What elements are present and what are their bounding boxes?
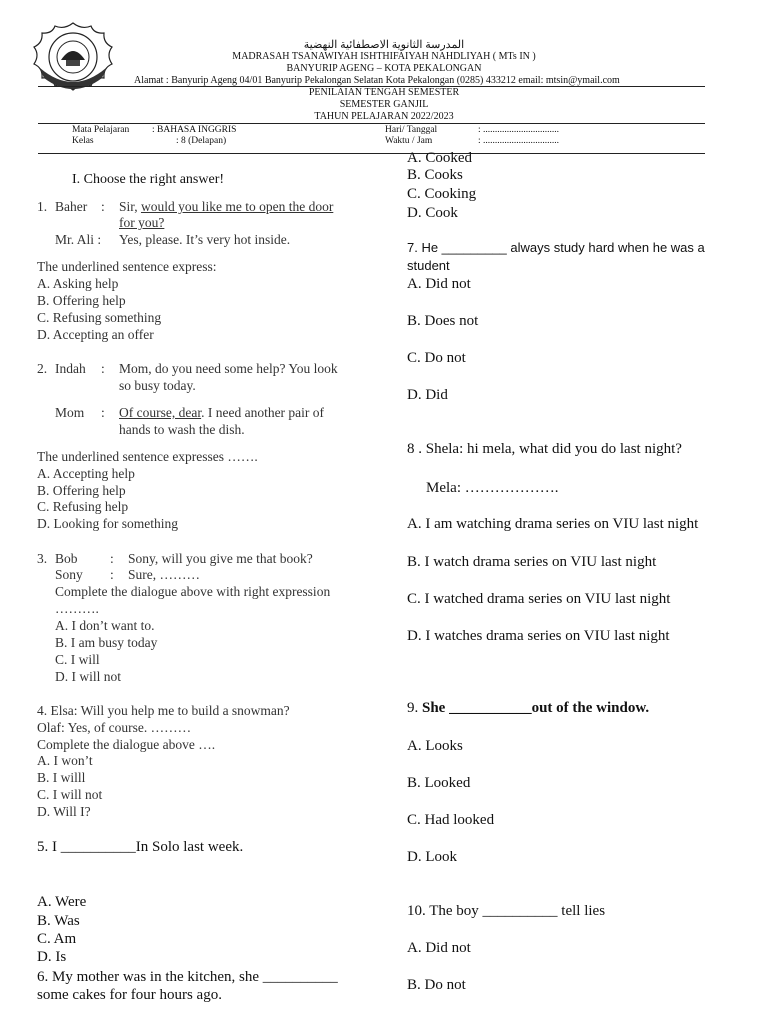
q8-line-2: Mela: ………………. <box>426 480 559 496</box>
q2-speaker-2: Mom <box>55 405 85 420</box>
q3-option-a[interactable]: A. I don’t want to. <box>55 618 155 633</box>
q2-option-a[interactable]: A. Accepting help <box>37 466 135 481</box>
q2-option-c[interactable]: C. Refusing help <box>37 499 129 514</box>
q1-prompt: The underlined sentence express: <box>37 259 217 274</box>
day-value: : ................................ <box>478 125 560 135</box>
q1-line-1-lead: Sir, <box>119 199 141 214</box>
q9-option-b[interactable]: B. Looked <box>407 775 471 791</box>
q3-speaker-1: Bob <box>55 551 78 566</box>
q1-option-b[interactable]: B. Offering help <box>37 293 126 308</box>
q7-line-2: student <box>407 258 450 273</box>
q5-stem: 5. I __________In Solo last week. <box>37 839 244 855</box>
q2-option-d[interactable]: D. Looking for something <box>37 516 178 531</box>
q1-underlined-2: for you? <box>119 215 165 230</box>
school-name: MADRASAH TSANAWIYAH ISHTHIFAIYAH NAHDLIYAH ( MTs IN ) <box>232 51 536 62</box>
academic-year: TAHUN PELAJARAN 2022/2023 <box>314 111 454 122</box>
q1-line-2: Yes, please. It’s very hot inside. <box>119 232 291 247</box>
q4-option-c[interactable]: C. I will not <box>37 787 103 802</box>
q4-line-1: 4. Elsa: Will you help me to build a snowman? <box>37 703 290 718</box>
q2-number: 2. <box>37 361 48 376</box>
exam-title: PENILAIAN TENGAH SEMESTER <box>308 87 460 98</box>
time-value: : ................................ <box>478 136 560 146</box>
q1-option-d[interactable]: D. Accepting an offer <box>37 327 154 342</box>
q3-line-1: Sony, will you give me that book? <box>128 551 313 566</box>
q5-option-c[interactable]: C. Am <box>37 931 77 947</box>
day-label: Hari/ Tanggal <box>385 125 438 135</box>
school-address: Alamat : Banyurip Ageng 04/01 Banyurip Pekalongan Selatan Kota Pekalongan (0285) 433212 email: mtsin@ymail.com <box>134 75 620 86</box>
q9-number: 9. <box>407 700 422 716</box>
q1-speaker-1: Baher <box>55 199 88 214</box>
subject-label: Mata Pelajaran <box>72 125 130 135</box>
q9-option-c[interactable]: C. Had looked <box>407 812 495 828</box>
q3-dots: ………. <box>55 601 99 616</box>
q6-option-c[interactable]: C. Cooking <box>407 186 477 202</box>
q1-line-1 <box>119 199 333 215</box>
q1-underlined-1: would you like me to open the door <box>140 199 334 214</box>
q1-option-a[interactable]: A. Asking help <box>37 276 119 291</box>
q9-stem: She ___________out of the window. <box>422 700 650 716</box>
q8-option-b[interactable]: B. I watch drama series on VIU last night <box>407 554 657 570</box>
q3-speaker-2: Sony <box>55 567 83 582</box>
q9-stem-line <box>407 700 649 717</box>
semester-label: SEMESTER GANJIL <box>339 99 429 110</box>
q3-option-c[interactable]: C. I will <box>55 652 100 667</box>
q3-option-d[interactable]: D. I will not <box>55 669 121 684</box>
q3-prompt: Complete the dialogue above with right expression <box>55 584 331 599</box>
q8-option-d[interactable]: D. I watches drama series on VIU last night <box>407 628 670 644</box>
q6-line-2: some cakes for four hours ago. <box>37 987 222 1003</box>
q6-option-b[interactable]: B. Cooks <box>407 167 463 183</box>
q8-option-a[interactable]: A. I am watching drama series on VIU last night <box>407 516 699 532</box>
q2-colon-2: : <box>101 405 105 420</box>
time-label: Waktu / Jam <box>385 136 433 146</box>
q2-line-2a-rest: . I need another pair of <box>201 405 325 420</box>
q4-line-2: Olaf: Yes, of course. ……… <box>37 720 192 735</box>
q8-line-1: 8 . Shela: hi mela, what did you do last night? <box>407 441 682 457</box>
q5-option-a[interactable]: A. Were <box>37 894 87 910</box>
class-value: : 8 (Delapan) <box>176 136 227 146</box>
q2-line-2a <box>119 405 324 421</box>
q4-line-3: Complete the dialogue above …. <box>37 737 216 752</box>
q6-option-a[interactable]: A. Cooked <box>407 150 472 166</box>
school-location: BANYURIP AGENG – KOTA PEKALONGAN <box>286 63 482 74</box>
q4-option-a[interactable]: A. I won’t <box>37 753 93 768</box>
q5-option-b[interactable]: B. Was <box>37 913 80 929</box>
q10-option-a[interactable]: A. Did not <box>407 940 471 956</box>
class-label: Kelas <box>72 136 94 146</box>
q5-option-d[interactable]: D. Is <box>37 949 67 965</box>
q9-option-d[interactable]: D. Look <box>407 849 457 865</box>
info-top-divider <box>38 123 705 124</box>
q7-option-d[interactable]: D. Did <box>407 387 448 403</box>
q1-option-c[interactable]: C. Refusing something <box>37 310 162 325</box>
q2-line-2b: hands to wash the dish. <box>119 422 245 437</box>
q1-speaker-2: Mr. Ali : <box>55 232 102 247</box>
q7-line-1: 7. He _________ always study hard when he was a <box>407 240 705 255</box>
q7-option-b[interactable]: B. Does not <box>407 313 479 329</box>
q10-option-b[interactable]: B. Do not <box>407 977 466 993</box>
section-title: I. Choose the right answer! <box>72 172 225 187</box>
q7-option-a[interactable]: A. Did not <box>407 276 471 292</box>
q9-option-a[interactable]: A. Looks <box>407 738 463 754</box>
q3-colon-2: : <box>110 567 114 582</box>
q7-option-c[interactable]: C. Do not <box>407 350 466 366</box>
q2-colon-1: : <box>101 361 105 376</box>
q1-colon-1: : <box>101 199 105 214</box>
q2-prompt: The underlined sentence expresses ……. <box>37 449 258 464</box>
q2-option-b[interactable]: B. Offering help <box>37 483 126 498</box>
q2-underlined: Of course, dear <box>119 405 202 420</box>
q3-number: 3. <box>37 551 48 566</box>
q2-line-1b: so busy today. <box>119 378 196 393</box>
q10-stem: 10. The boy __________ tell lies <box>407 903 606 919</box>
q8-option-c[interactable]: C. I watched drama series on VIU last night <box>407 591 671 607</box>
q3-option-b[interactable]: B. I am busy today <box>55 635 158 650</box>
q2-line-1a: Mom, do you need some help? You look <box>119 361 338 376</box>
q1-number: 1. <box>37 199 48 214</box>
q6-line-1: 6. My mother was in the kitchen, she __________ <box>37 969 338 985</box>
q6-option-d[interactable]: D. Cook <box>407 205 458 221</box>
q4-option-b[interactable]: B. I willl <box>37 770 86 785</box>
q2-speaker-1: Indah <box>55 361 86 376</box>
q4-option-d[interactable]: D. Will I? <box>37 804 91 819</box>
info-bottom-divider <box>38 153 705 154</box>
arabic-school-name: المدرسة الثانوية الاصطفائية النهضية <box>303 39 465 51</box>
q3-line-2: Sure, ……… <box>128 567 200 582</box>
q3-colon-1: : <box>110 551 114 566</box>
subject-value: : BAHASA INGGRIS <box>152 125 237 135</box>
